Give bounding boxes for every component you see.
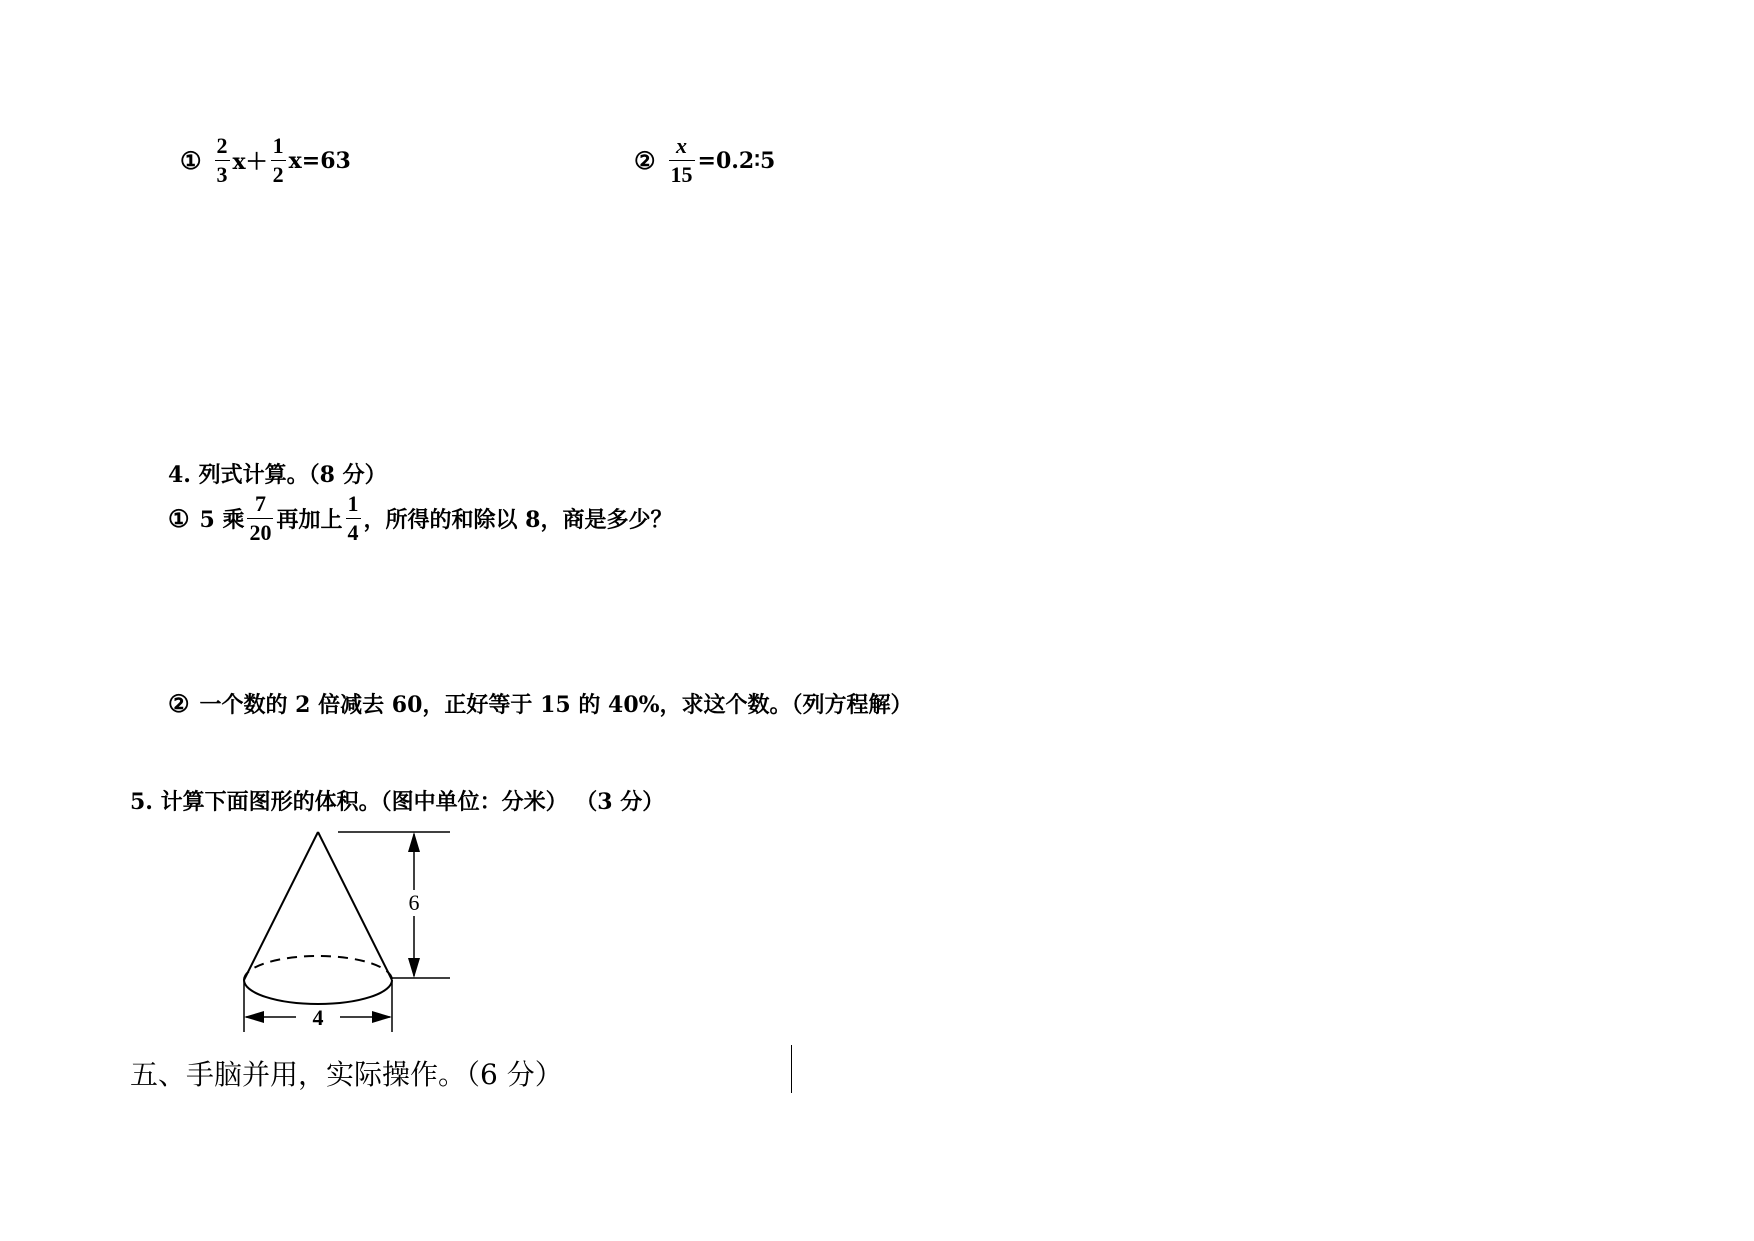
- arrow-up-icon: [408, 832, 420, 852]
- fraction-denominator: 2: [272, 162, 284, 187]
- fraction-seven-twentieths: [247, 493, 273, 544]
- fraction-denominator: 15: [670, 162, 693, 187]
- fraction-numerator: 1: [346, 493, 361, 519]
- equation-1-tail: x=63: [288, 147, 351, 174]
- cone-left-edge: [244, 832, 318, 980]
- equation-1: [180, 135, 351, 186]
- equation-2-tail: =0.2∶5: [697, 147, 776, 174]
- item-1-tail: ，所得的和除以 8，商是多少？: [363, 507, 673, 533]
- equation-2: [634, 135, 775, 186]
- fraction-one-quarter: [346, 493, 361, 544]
- circled-marker-2: ②: [634, 146, 656, 175]
- question-4-title: 4. 列式计算。（8 分）: [168, 462, 387, 488]
- cone-right-edge: [318, 832, 392, 980]
- arrow-right-icon: [372, 1011, 392, 1023]
- question-5-title: 5. 计算下面图形的体积。（图中单位：分米） （3 分）: [130, 789, 665, 815]
- section-5-title: 五、手脑并用，实际操作。（6 分）: [130, 1058, 563, 1091]
- fraction-denominator: 3: [216, 162, 228, 187]
- fraction-denominator: 20: [249, 520, 272, 545]
- cone-base-front: [244, 980, 392, 1004]
- fraction-one-half: [271, 135, 286, 186]
- circled-marker-2: ②: [168, 689, 190, 718]
- fraction-denominator: 4: [347, 520, 359, 545]
- circled-marker-1: ①: [168, 504, 190, 533]
- page-divider-line: [791, 1045, 792, 1093]
- fraction-numerator: 2: [215, 135, 230, 161]
- equation-1-middle: x＋: [232, 149, 268, 175]
- fraction-two-thirds: [215, 135, 230, 186]
- cone-base-back: [244, 956, 392, 980]
- cone-figure: [230, 820, 470, 1045]
- question-4-item-1: [168, 493, 672, 544]
- arrow-down-icon: [408, 958, 420, 978]
- question-4-item-2: [168, 688, 913, 719]
- fraction-numerator: 1: [271, 135, 286, 161]
- item-1-prefix: 5 乘: [199, 507, 245, 533]
- item-1-middle: 再加上: [276, 507, 343, 533]
- fraction-numerator: 7: [247, 493, 273, 519]
- diameter-label: 4: [312, 1005, 324, 1030]
- fraction-numerator: x: [669, 135, 695, 161]
- arrow-left-icon: [244, 1011, 264, 1023]
- circled-marker-1: ①: [180, 146, 202, 175]
- fraction-x-over-15: [669, 135, 695, 186]
- item-2-text: 一个数的 2 倍减去 60，正好等于 15 的 40%，求这个数。（列方程解）: [199, 692, 913, 718]
- height-label: 6: [408, 890, 420, 915]
